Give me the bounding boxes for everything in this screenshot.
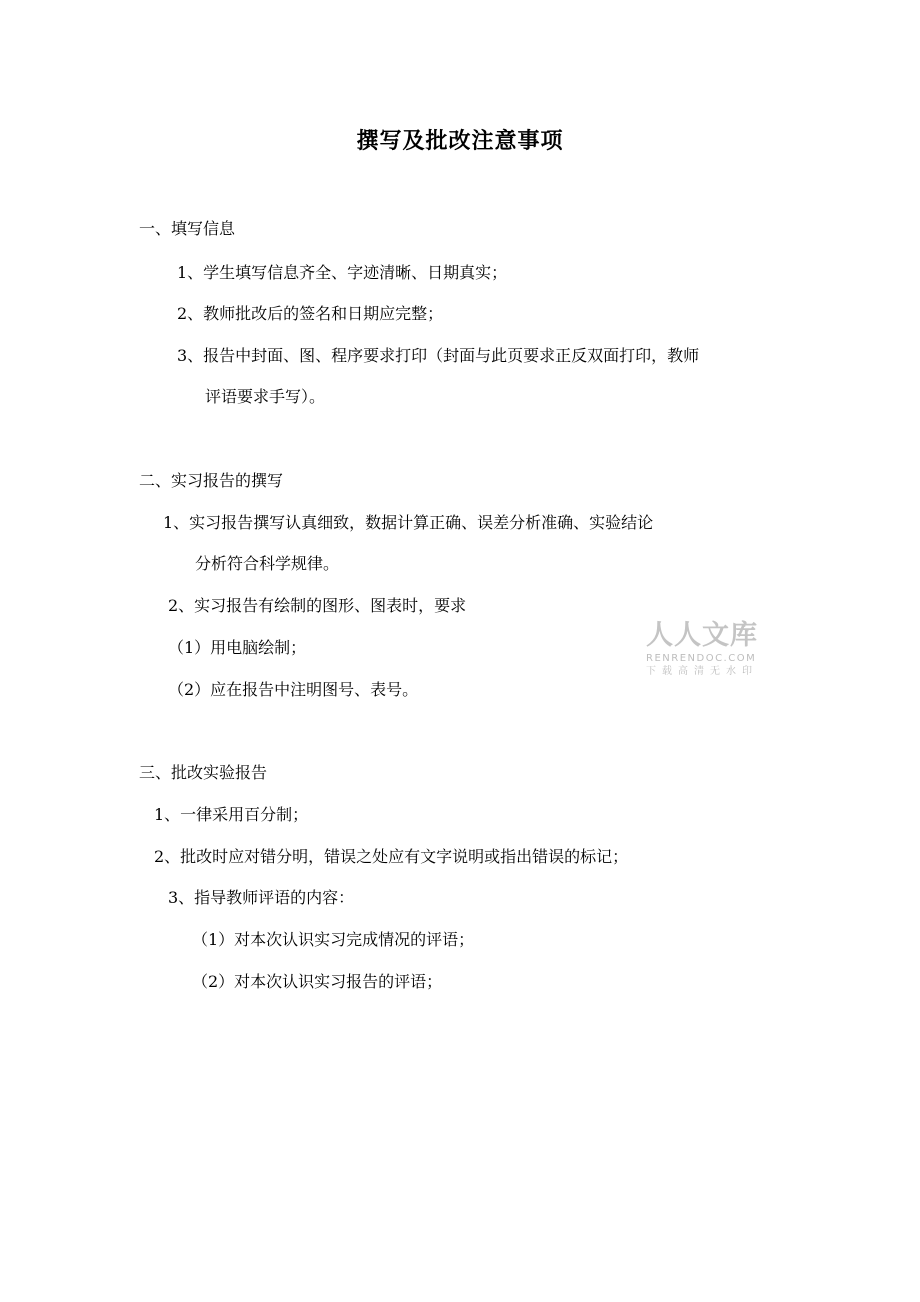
section3-item-3: 3、指导教师评语的内容： [168,888,355,907]
section-heading-report-writing: 二、实习报告的撰写 [139,471,284,490]
section1-item-3-continued: 评语要求手写）。 [205,387,326,406]
section2-item-1: 1、实习报告撰写认真细致，数据计算正确、误差分析准确、实验结论 [163,513,654,532]
section2-subitem-2: （2）应在报告中注明图号、表号。 [168,680,419,699]
section1-item-2: 2、教师批改后的签名和日期应完整； [177,304,444,323]
watermark [646,620,776,679]
watermark-logo-text: 人人文库 [646,620,758,651]
section3-item-1: 1、一律采用百分制； [154,805,309,824]
section2-subitem-1: （1）用电脑绘制； [168,638,307,657]
section1-item-3: 3、报告中封面、图、程序要求打印（封面与此页要求正反双面打印，教师 [177,346,700,365]
watermark-url: RENRENDOC.COM [646,653,757,664]
watermark-subtitle: 下载高清无水印 [646,666,758,677]
section-heading-fill-info: 一、填写信息 [139,219,236,238]
section-heading-grading: 三、批改实验报告 [139,763,268,782]
section2-item-2: 2、实习报告有绘制的图形、图表时，要求 [168,596,467,615]
section3-item-2: 2、批改时应对错分明，错误之处应有文字说明或指出错误的标记； [154,847,629,866]
section2-item-1-continued: 分析符合科学规律。 [195,554,340,573]
section1-item-1: 1、学生填写信息齐全、字迹清晰、日期真实； [177,263,508,282]
page-title: 撰写及批改注意事项 [356,129,564,154]
section3-subitem-2: （2）对本次认识实习报告的评语； [192,972,443,991]
section3-subitem-1: （1）对本次认识实习完成情况的评语； [192,930,475,949]
